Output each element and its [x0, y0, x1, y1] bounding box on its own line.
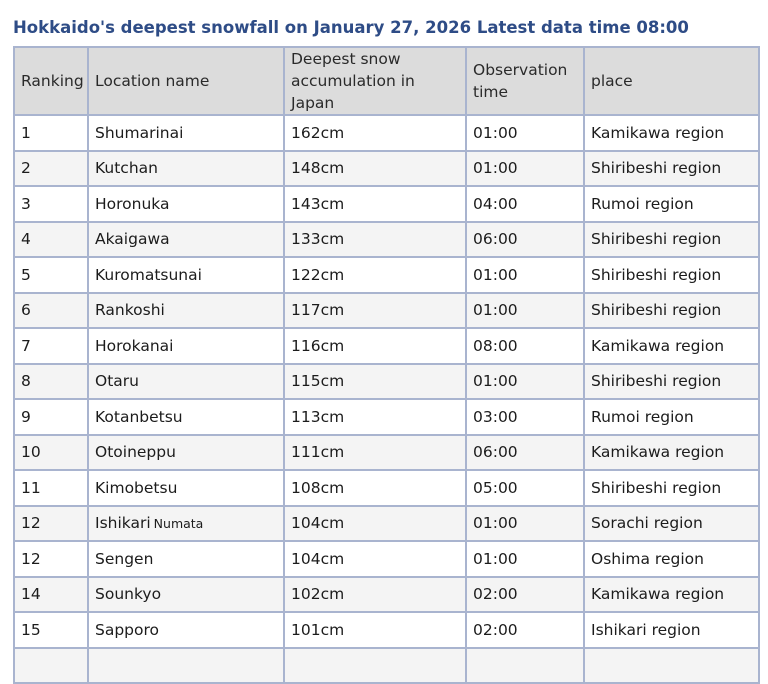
place-cell	[584, 399, 759, 435]
depth-cell	[284, 470, 466, 506]
rank-cell	[14, 328, 88, 364]
rank-cell-text: 10	[21, 443, 41, 462]
place-cell	[584, 328, 759, 364]
location-cell	[88, 186, 284, 222]
table-row	[14, 612, 759, 648]
time-cell-text: 01:00	[473, 265, 518, 284]
time-cell-text: 02:00	[473, 585, 518, 604]
depth-cell-text: 133cm	[291, 230, 345, 249]
location-cell-text: Sapporo	[95, 620, 160, 639]
place-cell	[584, 541, 759, 577]
time-cell	[466, 435, 584, 471]
depth-cell	[284, 115, 466, 151]
time-cell	[466, 648, 584, 684]
depth-cell-text: 162cm	[291, 123, 345, 142]
rank-cell-text: 3	[21, 194, 31, 213]
depth-cell	[284, 186, 466, 222]
time-cell-text: 08:00	[473, 336, 518, 355]
place-cell	[584, 186, 759, 222]
location-cell-text: Sounkyo	[95, 585, 162, 604]
rank-cell-text: 15	[21, 620, 41, 639]
place-cell	[584, 648, 759, 684]
place-cell	[584, 257, 759, 293]
rank-cell-text: 9	[21, 407, 31, 426]
rank-cell	[14, 222, 88, 258]
rank-cell-text: 11	[21, 478, 41, 497]
column-header-location: Location name	[88, 47, 284, 115]
depth-cell	[284, 506, 466, 542]
location-cell	[88, 577, 284, 613]
rank-cell-text: 12	[21, 549, 41, 568]
depth-cell	[284, 399, 466, 435]
table-header-row	[14, 47, 759, 115]
location-cell-text: Otaru	[95, 372, 139, 391]
time-cell-text: 01:00	[473, 159, 518, 178]
location-cell	[88, 506, 284, 542]
place-cell	[584, 435, 759, 471]
depth-cell	[284, 612, 466, 648]
location-cell-text: Kimobetsu	[95, 478, 178, 497]
location-cell-text: Sengen	[95, 549, 154, 568]
rank-cell	[14, 541, 88, 577]
time-cell-text: 03:00	[473, 407, 518, 426]
location-cell-text: Kotanbetsu	[95, 407, 183, 426]
location-cell	[88, 399, 284, 435]
rank-cell	[14, 470, 88, 506]
table-row	[14, 257, 759, 293]
depth-cell-text: 104cm	[291, 549, 345, 568]
depth-cell-text: 113cm	[291, 407, 345, 426]
depth-cell	[284, 328, 466, 364]
place-cell-text: Oshima region	[591, 549, 704, 568]
depth-cell	[284, 648, 466, 684]
location-cell	[88, 470, 284, 506]
table-row	[14, 577, 759, 613]
table-row	[14, 506, 759, 542]
time-cell	[466, 612, 584, 648]
table-row	[14, 435, 759, 471]
table-row	[14, 470, 759, 506]
location-cell	[88, 115, 284, 151]
time-cell	[466, 541, 584, 577]
depth-cell-text: 116cm	[291, 336, 345, 355]
rank-cell	[14, 293, 88, 329]
time-cell-text: 01:00	[473, 301, 518, 320]
time-cell-text: 04:00	[473, 194, 518, 213]
location-cell	[88, 541, 284, 577]
location-cell-text: Horokanai	[95, 336, 174, 355]
place-cell	[584, 151, 759, 187]
location-cell	[88, 328, 284, 364]
time-cell-text: 05:00	[473, 478, 518, 497]
time-cell	[466, 186, 584, 222]
place-cell-text: Shiribeshi region	[591, 265, 722, 284]
place-cell-text: Kamikawa region	[591, 336, 725, 355]
place-cell-text: Shiribeshi region	[591, 478, 722, 497]
table-row	[14, 222, 759, 258]
place-cell	[584, 506, 759, 542]
rank-cell	[14, 257, 88, 293]
depth-cell	[284, 435, 466, 471]
time-cell	[466, 506, 584, 542]
depth-cell-text: 104cm	[291, 514, 345, 533]
time-cell	[466, 399, 584, 435]
time-cell	[466, 577, 584, 613]
depth-cell-text: 108cm	[291, 478, 345, 497]
depth-cell	[284, 293, 466, 329]
rank-cell-text: 1	[21, 123, 31, 142]
rank-cell-text: 7	[21, 336, 31, 355]
table-row	[14, 186, 759, 222]
place-cell-text: Kamikawa region	[591, 585, 725, 604]
rank-cell	[14, 648, 88, 684]
time-cell	[466, 115, 584, 151]
table-row	[14, 151, 759, 187]
depth-cell-text: 111cm	[291, 443, 345, 462]
rank-cell-text: 12	[21, 514, 41, 533]
table-title: Hokkaido's deepest snowfall on January 27, 2026 Latest data time 08:00	[13, 18, 689, 37]
location-cell-text: Akaigawa	[95, 230, 170, 249]
snowfall-ranking-table	[13, 46, 760, 684]
location-cell-text: Kutchan	[95, 159, 158, 178]
location-cell	[88, 612, 284, 648]
column-header-depth: Deepest snow accumulation in Japan	[284, 47, 466, 115]
depth-cell	[284, 541, 466, 577]
rank-cell-text: 4	[21, 230, 31, 249]
time-cell-text: 02:00	[473, 620, 518, 639]
place-cell-text: Shiribeshi region	[591, 159, 722, 178]
time-cell	[466, 293, 584, 329]
location-cell	[88, 222, 284, 258]
location-cell	[88, 435, 284, 471]
rank-cell-text: 5	[21, 265, 31, 284]
location-cell	[88, 648, 284, 684]
time-cell-text: 06:00	[473, 443, 518, 462]
depth-cell	[284, 151, 466, 187]
depth-cell-text: 115cm	[291, 372, 345, 391]
table-row	[14, 364, 759, 400]
time-cell	[466, 364, 584, 400]
location-cell	[88, 257, 284, 293]
place-cell	[584, 612, 759, 648]
place-cell	[584, 364, 759, 400]
time-cell	[466, 222, 584, 258]
location-subname: Numata	[153, 516, 204, 532]
place-cell-text: Ishikari region	[591, 620, 701, 639]
place-cell	[584, 470, 759, 506]
table-row	[14, 328, 759, 364]
location-cell	[88, 151, 284, 187]
rank-cell	[14, 577, 88, 613]
time-cell-text: 06:00	[473, 230, 518, 249]
rank-cell-text: 14	[21, 585, 41, 604]
rank-cell	[14, 364, 88, 400]
location-cell-text: Rankoshi	[95, 301, 165, 320]
place-cell-text: Shiribeshi region	[591, 301, 722, 320]
depth-cell	[284, 222, 466, 258]
depth-cell	[284, 577, 466, 613]
column-header-place: place	[584, 47, 759, 115]
time-cell	[466, 470, 584, 506]
time-cell-text: 01:00	[473, 514, 518, 533]
depth-cell	[284, 257, 466, 293]
column-header-time: Observation time	[466, 47, 584, 115]
depth-cell-text: 122cm	[291, 265, 345, 284]
location-cell-text: Ishikari	[95, 514, 151, 533]
rank-cell	[14, 186, 88, 222]
place-cell	[584, 577, 759, 613]
depth-cell-text: 117cm	[291, 301, 345, 320]
depth-cell-text: 148cm	[291, 159, 345, 178]
place-cell-text: Kamikawa region	[591, 443, 725, 462]
rank-cell	[14, 151, 88, 187]
location-cell-text: Shumarinai	[95, 123, 184, 142]
place-cell-text: Shiribeshi region	[591, 230, 722, 249]
depth-cell	[284, 364, 466, 400]
time-cell-text: 01:00	[473, 123, 518, 142]
place-cell-text: Sorachi region	[591, 514, 703, 533]
rank-cell-text: 8	[21, 372, 31, 391]
location-cell-text: Kuromatsunai	[95, 265, 202, 284]
place-cell-text: Kamikawa region	[591, 123, 725, 142]
rank-cell	[14, 115, 88, 151]
rank-cell-text: 6	[21, 301, 31, 320]
table-row	[14, 293, 759, 329]
depth-cell-text: 101cm	[291, 620, 345, 639]
table-row	[14, 648, 759, 684]
place-cell-text: Rumoi region	[591, 407, 694, 426]
rank-cell	[14, 612, 88, 648]
place-cell	[584, 293, 759, 329]
column-header-ranking: Ranking	[14, 47, 88, 115]
location-cell	[88, 364, 284, 400]
place-cell	[584, 115, 759, 151]
table-row	[14, 115, 759, 151]
table-row	[14, 541, 759, 577]
location-cell	[88, 293, 284, 329]
rank-cell-text: 2	[21, 159, 31, 178]
time-cell-text: 01:00	[473, 549, 518, 568]
place-cell	[584, 222, 759, 258]
rank-cell	[14, 506, 88, 542]
place-cell-text: Shiribeshi region	[591, 372, 722, 391]
location-cell-text: Horonuka	[95, 194, 170, 213]
depth-cell-text: 143cm	[291, 194, 345, 213]
time-cell	[466, 151, 584, 187]
time-cell	[466, 257, 584, 293]
table-row	[14, 399, 759, 435]
location-cell-text: Otoineppu	[95, 443, 176, 462]
depth-cell-text: 102cm	[291, 585, 345, 604]
rank-cell	[14, 399, 88, 435]
place-cell-text: Rumoi region	[591, 194, 694, 213]
rank-cell	[14, 435, 88, 471]
time-cell-text: 01:00	[473, 372, 518, 391]
time-cell	[466, 328, 584, 364]
